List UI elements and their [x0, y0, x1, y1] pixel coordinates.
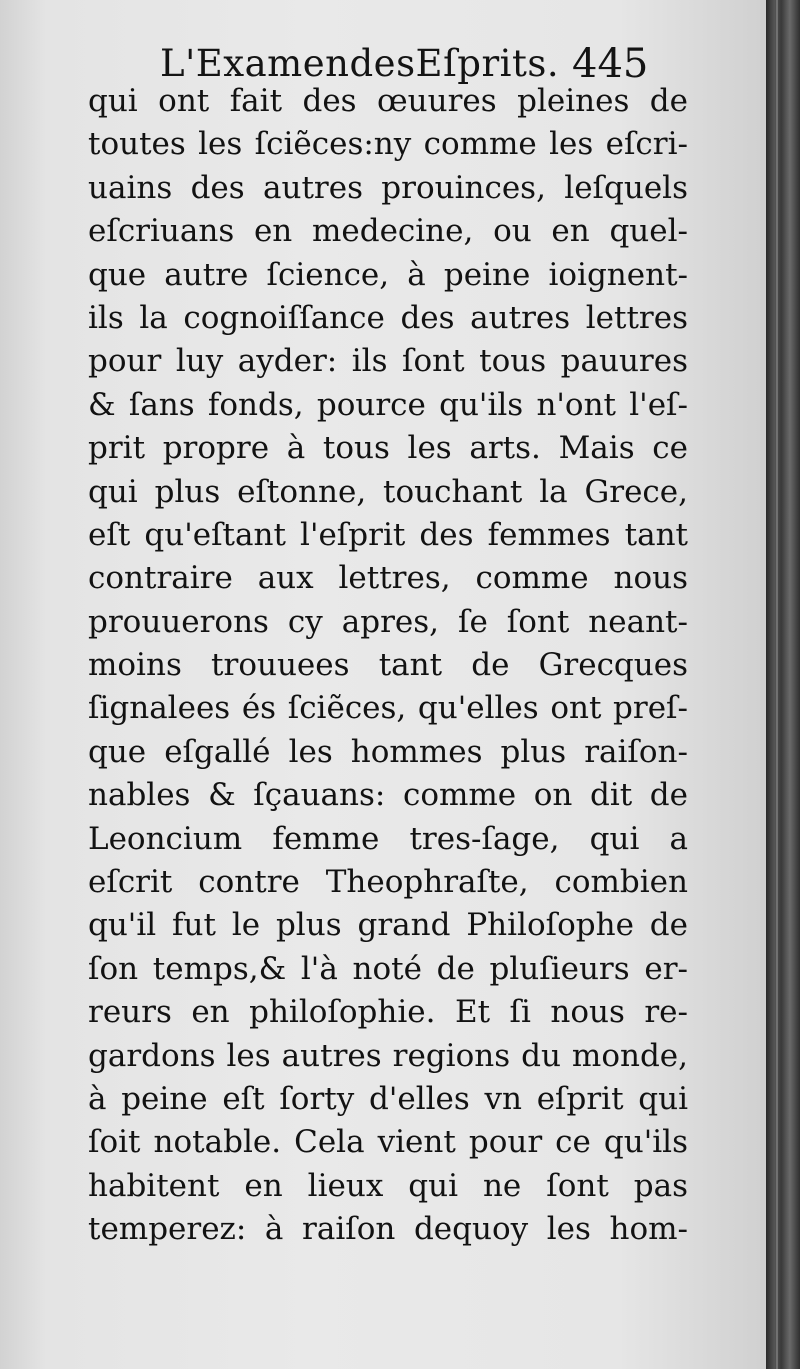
text-line: moins trouuees tant de Grecques — [88, 647, 688, 684]
text-line: qu'il fut le plus grand Philoſophe de — [88, 907, 688, 944]
text-line: habitent en lieux qui ne ſont pas — [88, 1167, 688, 1204]
text-line: temperez: à raiſon dequoy les hom- — [88, 1211, 688, 1248]
text-line: prit propre à tous les arts. Mais ce — [88, 430, 688, 467]
text-line: reurs en philoſophie. Et ſi nous re- — [88, 994, 688, 1031]
text-line: qui ont fait des œuures pleines de — [88, 83, 688, 119]
text-line: pour luy ayder: ils ſont tous pauures — [88, 343, 688, 380]
text-line: ſoit notable. Cela vient pour ce qu'ils — [88, 1124, 688, 1161]
text-line: nables & ſçauans: comme on dit de — [88, 777, 688, 814]
text-line: uains des autres prouinces, leſquels — [88, 169, 688, 206]
text-line: toutes les ſciẽces:ny comme les eſcri- — [88, 126, 688, 163]
text-line: Leoncium femme tres-ſage, qui a — [88, 820, 688, 857]
text-line: que autre ſcience, à peine ioignent- — [88, 256, 688, 293]
text-line: ils la cognoiſſance des autres lettres — [88, 299, 688, 336]
page-number: 445 — [572, 41, 649, 87]
book-spine-edge — [766, 0, 800, 1369]
text-line: prouuerons cy apres, ſe ſont neant- — [88, 603, 688, 640]
text-line: contraire aux lettres, comme nous — [88, 560, 688, 597]
text-line: eſcriuans en medecine, ou en quel- — [88, 213, 688, 250]
text-line: qui plus eſtonne, touchant la Grece, — [88, 473, 688, 510]
text-line: eſt qu'eſtant l'eſprit des femmes tant — [88, 516, 688, 553]
text-line: gardons les autres regions du monde, — [88, 1037, 688, 1074]
text-line: ſon temps,& l'à noté de pluſieurs er- — [88, 950, 688, 987]
page-edge-line — [776, 0, 778, 1369]
running-title: L'ExamendesEſprits. — [160, 42, 560, 85]
text-line: que eſgallé les hommes plus raiſon- — [88, 733, 688, 770]
text-line: ſignalees és ſciẽces, qu'elles ont preſ- — [88, 690, 688, 727]
text-line: eſcrit contre Theophraſte, combien — [88, 864, 688, 901]
text-line: à peine eſt ſorty d'elles vn eſprit qui — [88, 1080, 688, 1117]
text-line: & ſans fonds, pource qu'ils n'ont l'eſ- — [88, 386, 688, 423]
body-text — [88, 80, 688, 1252]
